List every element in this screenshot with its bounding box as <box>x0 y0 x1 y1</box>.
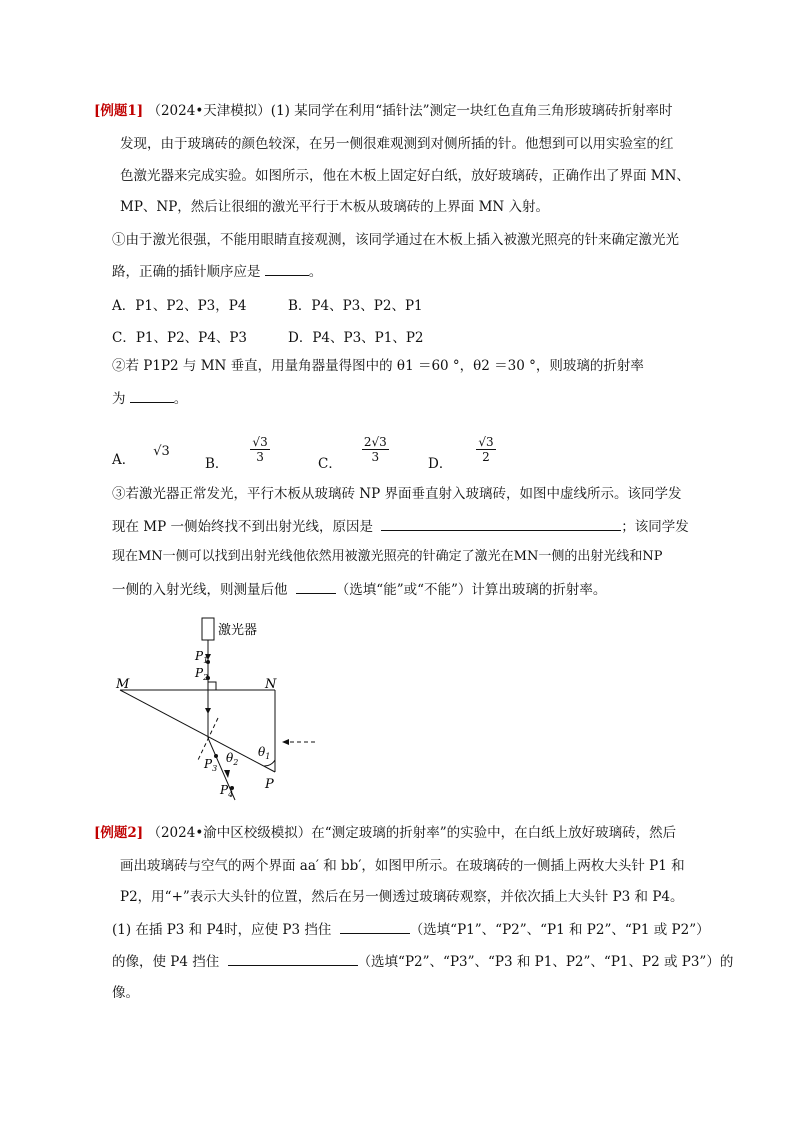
edge-mp <box>120 690 275 772</box>
example2-source: （2024•渝中区校级模拟） <box>147 825 312 841</box>
q1-option-b[interactable]: B．P4、P3、P2、P1 <box>288 298 423 314</box>
q2-option-b-fraction <box>250 435 269 464</box>
q2-option-d-den: 2 <box>482 450 490 464</box>
label-p3: $P_3$ <box>204 757 218 773</box>
q2-option-c[interactable]: C． $\frac{2√3}{3}$ <box>318 435 387 472</box>
example2-text-line2: 画出玻璃砖与空气的两个界面 aa′ 和 bb′，如图甲所示。在玻璃砖的一侧插上两枚大头针 P1 和 <box>120 858 685 874</box>
label-p2: $P_2$ <box>195 666 209 682</box>
ray-arrow-2 <box>205 708 211 714</box>
ex2-p4-blank[interactable] <box>228 952 358 966</box>
example1-text-line2: 发现，由于玻璃砖的颜色较深，在另一侧很难观测到对侧所插的针。他想到可以用实验室的红 <box>120 136 674 152</box>
q1-text-line2: 路，正确的插针顺序应是 。 <box>112 264 323 280</box>
example1-text-line4: MP、NP，然后让很细的激光平行于木板从玻璃砖的上界面 MN 入射。 <box>120 199 550 215</box>
example2-text-line5: 的像，使 P4 挡住 （选填“P2”、“P3”、“P3 和 P1、P2”、“P1、P2 或 P3”）的 <box>112 954 734 970</box>
q2-option-c-den: 3 <box>371 450 380 464</box>
q2-text-line1: ②若 P1P2 与 MN 垂直，用量角器量得图中的 θ1 ＝60 °，θ2 ＝30 °，则玻璃的折射率 <box>112 358 644 374</box>
example1-header <box>94 102 673 120</box>
q2-answer-blank[interactable] <box>130 389 174 403</box>
label-p1: $P_1$ <box>195 649 209 665</box>
q1-option-d[interactable]: D．P4、P3、P1、P2 <box>288 330 424 346</box>
prism-figure <box>110 610 350 810</box>
q1-answer-blank[interactable] <box>265 262 309 276</box>
q2-option-b-den: 3 <box>256 450 264 464</box>
pin-p3 <box>214 754 218 758</box>
example2-text-line4: (1) 在插 P3 和 P4时，应使 P3 挡住 （选填“P1”、“P2”、“P1 和 P2”、“P1 或 P2”） <box>112 922 710 938</box>
laser-box <box>202 618 214 640</box>
q2-option-c-fraction <box>362 435 389 464</box>
example1-text-line1: (1) 某同学在利用“插针法”测定一块红色直角三角形玻璃砖折射率时 <box>270 103 673 119</box>
example1-tag: [例题1] <box>94 103 144 119</box>
q3-text-line3: 现在MN一侧可以找到出射光线他依然用被激光照亮的针确定了激光在MN一侧的出射光线和NP <box>112 549 663 564</box>
label-p4: $P_4$ <box>220 783 234 799</box>
q3-text-line2: 现在 MP 一侧始终找不到出射光线，原因是 ；该同学发 <box>112 519 689 535</box>
label-theta1: $\theta_1$ <box>258 745 271 761</box>
q2-text-line2: 为 。 <box>112 391 188 407</box>
q2-option-d[interactable]: D． $\frac{√3}{2}$ <box>428 435 494 472</box>
q2-option-d-fraction <box>476 435 495 464</box>
q2-option-c-num: 2√3 <box>363 435 387 449</box>
example1-source: （2024•天津模拟） <box>147 103 271 119</box>
label-n: N <box>265 677 277 692</box>
ex2-p3-blank[interactable] <box>340 920 410 934</box>
laser-label: 激光器 <box>218 623 258 638</box>
np-arrow <box>282 739 289 745</box>
q3-answer-blank[interactable] <box>296 580 336 594</box>
q2-option-d-num: √3 <box>478 435 494 449</box>
q2-option-b-num: √3 <box>252 435 268 449</box>
q2-option-a[interactable]: A． √3 <box>112 443 170 468</box>
q3-reason-blank[interactable] <box>381 517 621 531</box>
q3-text-line1: ③若激光器正常发光，平行木板从玻璃砖 NP 界面垂直射入玻璃砖，如图中虚线所示。该同学发 <box>112 486 682 502</box>
example2-text-line3: P2，用“+”表示大头针的位置，然后在另一侧透过玻璃砖观察，并依次插上大头针 P3 和 P4。 <box>120 889 684 905</box>
q2-option-a-value: √3 <box>153 443 170 459</box>
label-p: P <box>265 777 274 792</box>
example1-text-line3: 色激光器来完成实验。如图所示，他在木板上固定好白纸，放好玻璃砖，正确作出了界面 MN、 <box>120 168 690 184</box>
right-angle-mark <box>208 682 216 690</box>
label-theta2: $\theta_2$ <box>226 751 239 767</box>
example2-header <box>94 824 676 842</box>
example2-text-line6: 像。 <box>112 985 139 1001</box>
q1-text-line1: ①由于激光很强，不能用眼睛直接观测，该同学通过在木板上插入被激光照亮的针来确定激光光 <box>112 232 679 248</box>
example2-text-line1: 在“测定玻璃的折射率”的实验中，在白纸上放好玻璃砖，然后 <box>311 825 677 841</box>
q1-option-a[interactable]: A．P1、P2、P3，P4 <box>112 298 247 314</box>
q3-text-line4: 一侧的入射光线，则测量后他 （选填“能”或“不能”）计算出玻璃的折射率。 <box>112 582 607 598</box>
q2-option-b[interactable]: B． $\frac{√3}{3}$ <box>205 435 268 472</box>
example2-tag: [例题2] <box>94 825 144 841</box>
label-m: M <box>116 677 130 692</box>
q1-option-c[interactable]: C．P1、P2、P4、P3 <box>112 330 248 346</box>
